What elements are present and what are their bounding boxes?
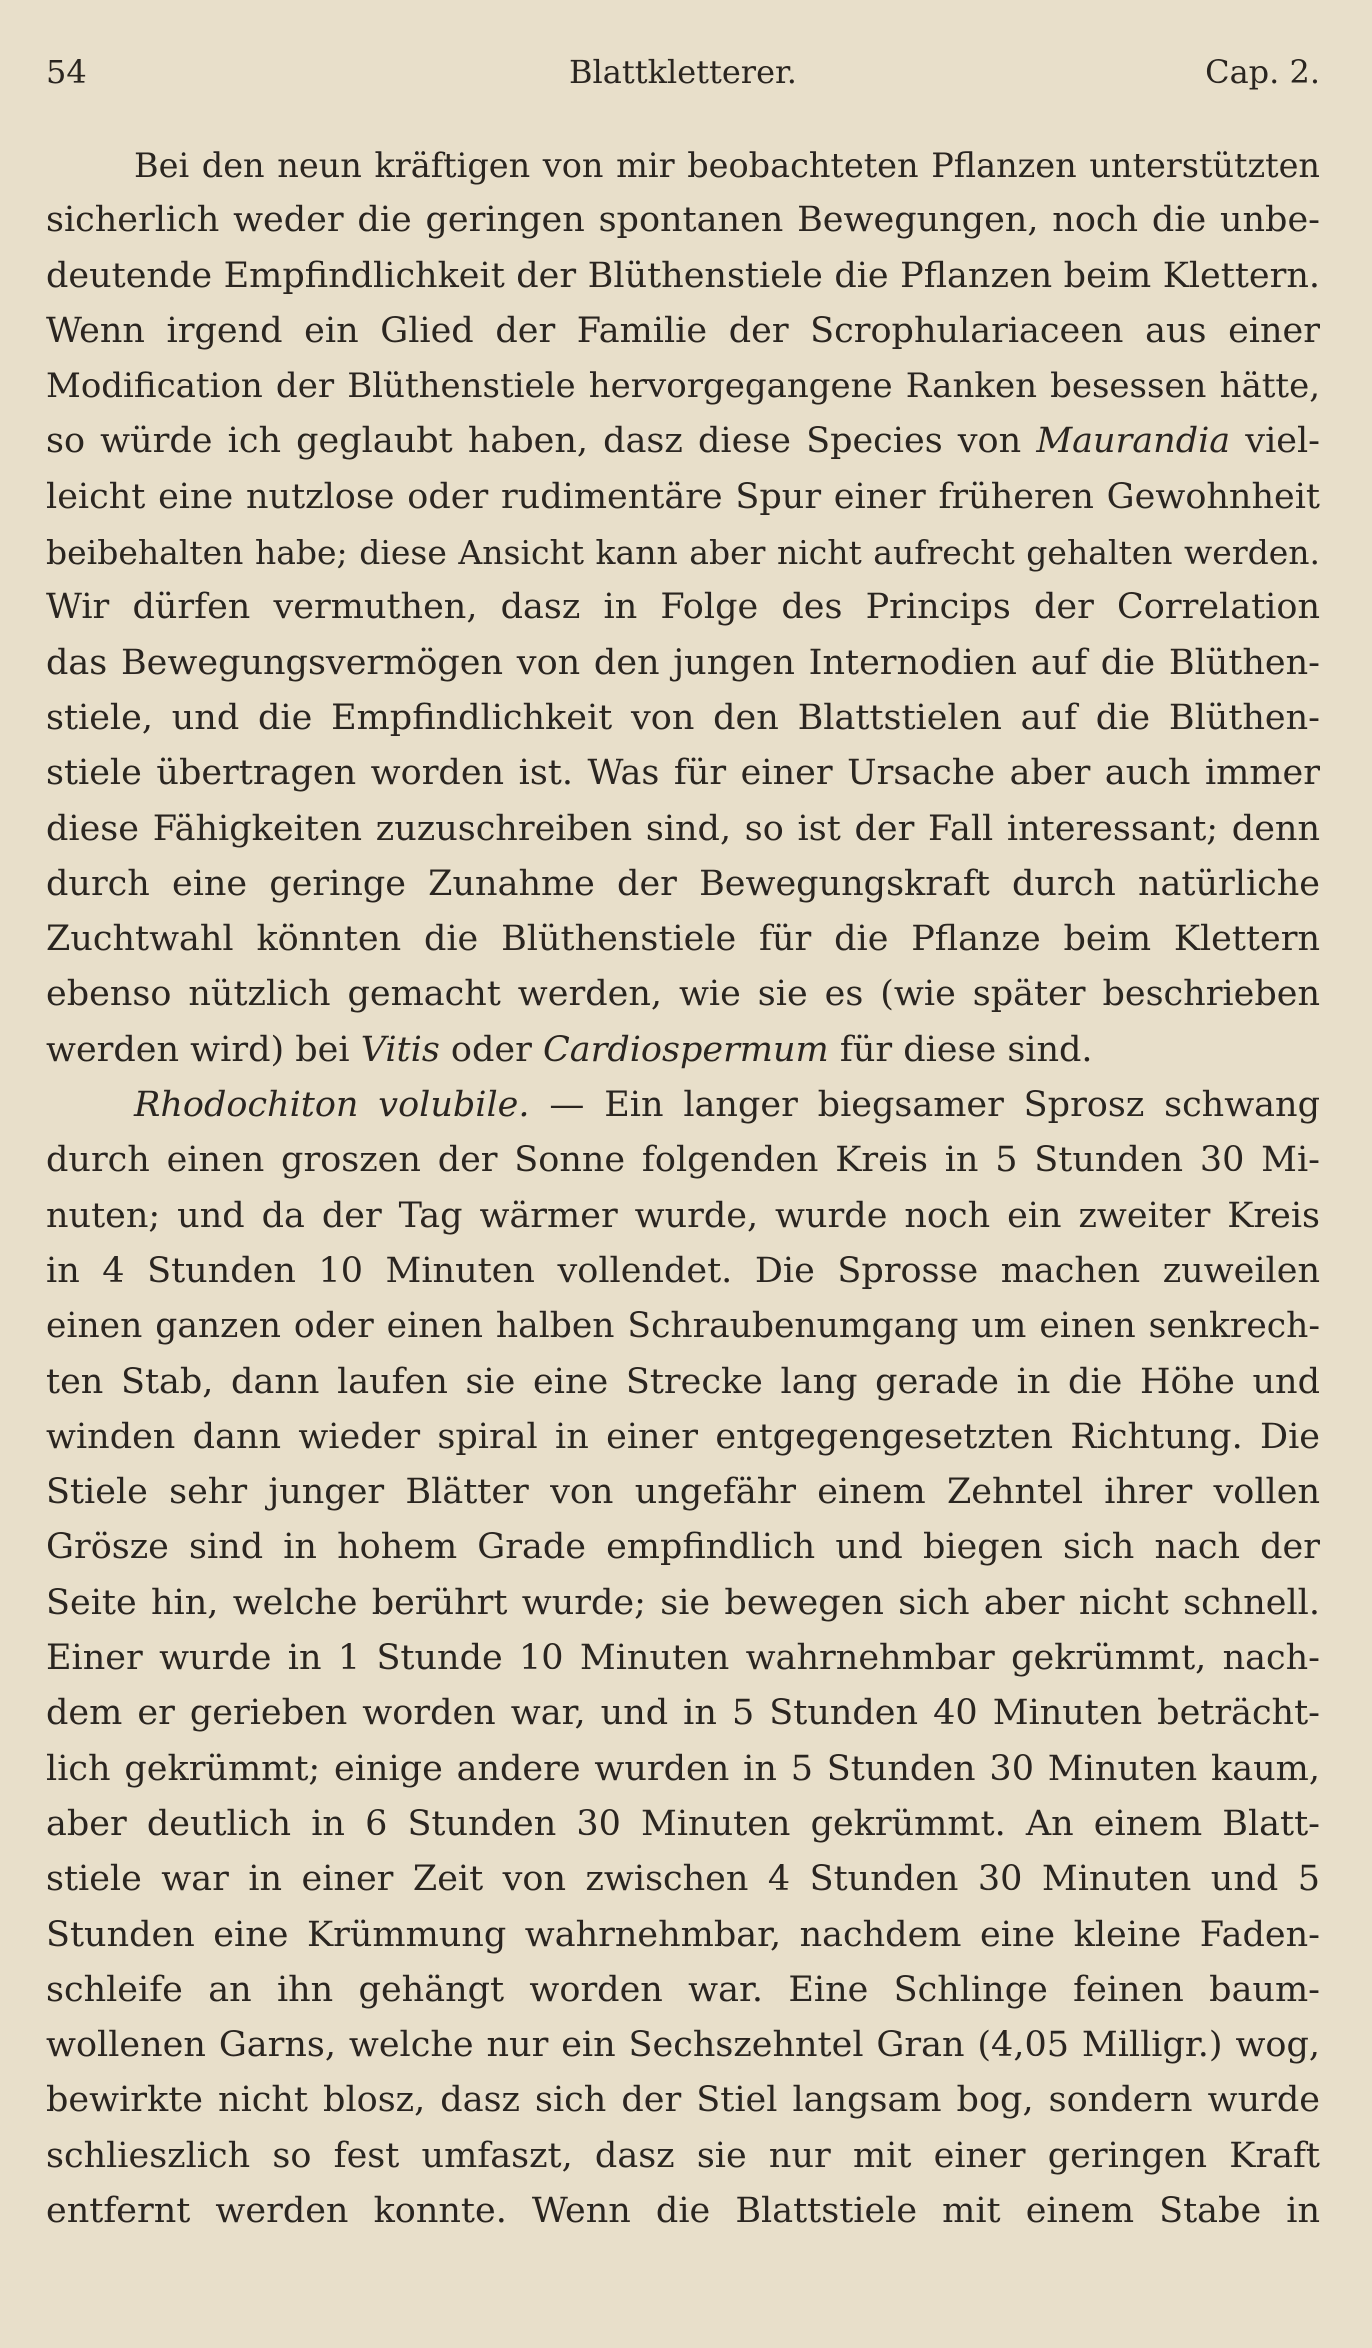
text-line: Seite hin, welche berührt wurde; sie bewegen sich aber nicht schnell. — [46, 1582, 1320, 1623]
text-line: Wenn irgend ein Glied der Familie der Scrophulariaceen aus einer — [46, 310, 1320, 351]
text-line: durch einen groszen der Sonne folgenden Kreis in 5 Stunden 30 Mi- — [46, 1140, 1320, 1181]
genus-name: Vitis — [360, 1029, 440, 1070]
text-line: leicht eine nutzlose oder rudimentäre Spur einer früheren Gewohnheit — [46, 476, 1320, 517]
body-text — [46, 138, 1320, 2239]
text-line: Einer wurde in 1 Stunde 10 Minuten wahrnehmbar gekrümmt, nach- — [46, 1638, 1320, 1679]
species-name: Maurandia — [1036, 421, 1231, 462]
species-heading: Rhodochiton volubile. — [134, 1085, 530, 1126]
text-line: ebenso nützlich gemacht werden, wie sie es (wie später beschrieben — [46, 974, 1320, 1015]
text-line: lich gekrümmt; einige andere wurden in 5 Stunden 30 Minuten kaum, — [46, 1748, 1320, 1789]
text-line: werden wird) bei Vitis oder Cardiospermum für diese sind. — [46, 1029, 1093, 1070]
text-line: stiele war in einer Zeit von zwischen 4 Stunden 30 Minuten und 5 — [46, 1859, 1320, 1900]
text-line: diese Fähigkeiten zuzuschreiben sind, so ist der Fall interessant; denn — [46, 808, 1320, 849]
text-line: Stunden eine Krümmung wahrnehmbar, nachdem eine kleine Faden- — [46, 1914, 1320, 1955]
text-line: Bei den neun kräftigen von mir beobachteten Pflanzen unterstützten — [134, 146, 1320, 185]
text-line: stiele, und die Empfindlichkeit von den Blattstielen auf die Blüthen- — [46, 697, 1320, 738]
text-line: Wir dürfen vermuthen, dasz in Folge des Princips der Correlation — [46, 587, 1320, 628]
text-line: entfernt werden konnte. Wenn die Blattstiele mit einem Stabe in — [46, 2190, 1320, 2231]
text-line: durch eine geringe Zunahme der Bewegungskraft durch natürliche — [46, 863, 1320, 904]
text-line: so würde ich geglaubt haben, dasz diese Species von Maurandia viel- — [46, 421, 1320, 462]
running-title: Blattkletterer. — [569, 53, 797, 91]
text-line: winden dann wieder spiral in einer entgegengesetzten Richtung. Die — [46, 1416, 1320, 1457]
text-line: bewirkte nicht blosz, dasz sich der Stiel langsam bog, sondern wurde — [46, 2080, 1320, 2121]
page-number: 54 — [46, 53, 87, 91]
text-line: dem er gerieben worden war, und in 5 Stunden 40 Minuten beträcht- — [46, 1693, 1320, 1734]
text-line: Rhodochiton volubile. — Ein langer biegsamer Sprosz schwang — [134, 1085, 1320, 1126]
text-line: Zuchtwahl könnten die Blüthenstiele für die Pflanze beim Klettern — [46, 919, 1320, 960]
text-line: in 4 Stunden 10 Minuten vollendet. Die Sprosse machen zuweilen — [46, 1250, 1320, 1291]
text-line: schlieszlich so fest umfaszt, dasz sie nur mit einer geringen Kraft — [46, 2135, 1320, 2176]
text-line: Stiele sehr junger Blätter von ungefähr einem Zehntel ihrer vollen — [46, 1472, 1320, 1513]
text-line: schleife an ihn gehängt worden war. Eine Schlinge feinen baum- — [46, 1969, 1320, 2010]
text-line: aber deutlich in 6 Stunden 30 Minuten gekrümmt. An einem Blatt- — [46, 1803, 1320, 1844]
text-line: beibehalten habe; diese Ansicht kann aber nicht aufrecht gehalten werden. — [46, 533, 1320, 573]
text-line: ten Stab, dann laufen sie eine Strecke lang gerade in die Höhe und — [46, 1361, 1320, 1402]
text-line: stiele übertragen worden ist. Was für einer Ursache aber auch immer — [46, 753, 1320, 794]
text-line: Modification der Blüthenstiele hervorgegangene Ranken besessen hätte, — [46, 366, 1320, 407]
chapter-label: Cap. 2. — [1205, 53, 1320, 91]
running-header — [46, 48, 1320, 96]
text-line: deutende Empfindlichkeit der Blüthenstiele die Pflanzen beim Klettern. — [46, 255, 1320, 296]
text-line: Grösze sind in hohem Grade empfindlich und biegen sich nach der — [46, 1527, 1320, 1568]
text-line: nuten; und da der Tag wärmer wurde, wurde noch ein zweiter Kreis — [46, 1195, 1320, 1236]
text-line: wollenen Garns, welche nur ein Sechszehntel Gran (4,05 Milligr.) wog, — [46, 2025, 1320, 2066]
text-line: sicherlich weder die geringen spontanen Bewegungen, noch die unbe- — [46, 200, 1320, 241]
genus-name: Cardiospermum — [542, 1029, 829, 1070]
text-line: das Bewegungsvermögen von den jungen Internodien auf die Blüthen- — [46, 642, 1320, 683]
text-line: einen ganzen oder einen halben Schraubenumgang um einen senkrech- — [46, 1306, 1320, 1347]
